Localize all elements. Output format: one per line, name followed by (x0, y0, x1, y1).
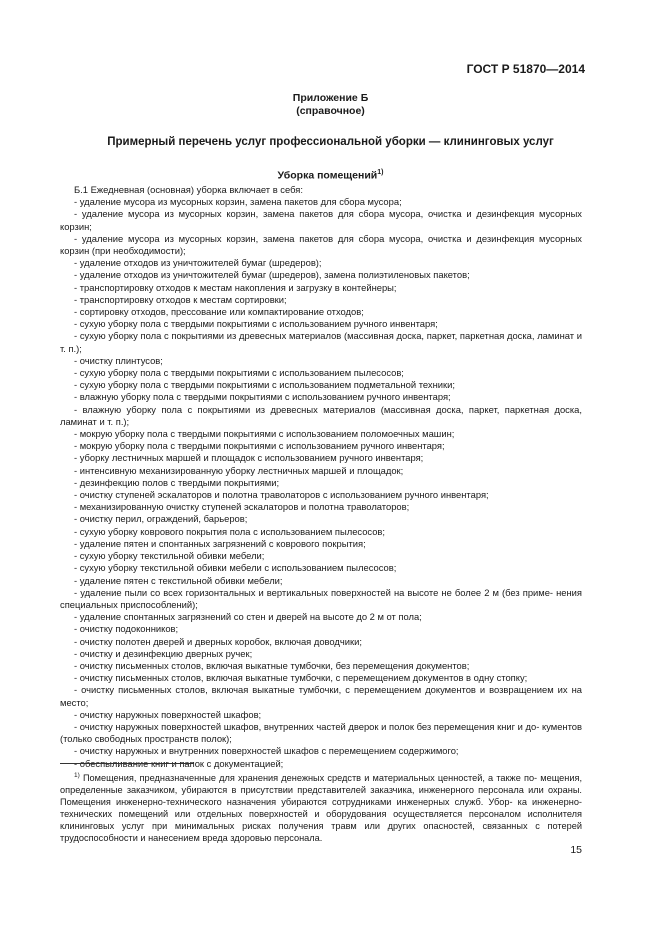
list-item: - транспортировку отходов к местам сортировки; (74, 293, 287, 305)
list-item: - сортировку отходов, прессование или компактирование отходов; (74, 306, 364, 318)
list-item: - сухую уборку пола с твердыми покрытиями с использованием пылесосов; (74, 367, 404, 379)
list-item: - очистку подоконников; (74, 623, 179, 635)
list-item: - сухую уборку текстильной обивки мебели; (74, 550, 265, 562)
list-item: - очистку наружных поверхностей шкафов; (74, 708, 262, 720)
list-item: - сухую уборку текстильной обивки мебели с использованием пылесосов; (74, 562, 397, 574)
list-item: - очистку наружных поверхностей шкафов, внутренних частей дверок и полок без перемещения книг и до- кументов (только свободных пространств полок); (60, 720, 582, 745)
list-item: - уборку лестничных маршей и площадок с использованием ручного инвентаря; (74, 452, 424, 464)
list-item: - очистку письменных столов, включая выкатные тумбочки, без перемещения документов; (74, 659, 470, 671)
list-item: - очистку письменных столов, включая выкатные тумбочки, с перемещением документов и возвращением их на место; (60, 684, 582, 708)
list-item: - удаление мусора из мусорных корзин, замена пакетов для сбора мусора, очистка и дезинфекция мусорных корзин; (60, 208, 582, 232)
list-item: - очистку наружных и внутренних поверхностей шкафов с перемещением содержимого; (74, 745, 459, 757)
list-item: - интенсивную механизированную уборку лестничных маршей и площадок; (74, 464, 404, 476)
list-item: - очистку перил, ограждений, барьеров; (74, 513, 248, 525)
document-title: Примерный перечень услуг профессиональной уборки — клининговых услуг (107, 136, 554, 148)
standard-designation: ГОСТ Р 51870—2014 (466, 62, 585, 76)
section-heading (0, 169, 661, 182)
list-item: - очистку письменных столов, включая выкатные тумбочки, с перемещением документов в одну стопку; (74, 672, 528, 684)
list-item: - удаление отходов из уничтожителей бумаг (шредеров), замена полиэтиленовых пакетов; (74, 269, 470, 281)
list-item: - очистку плинтусов; (74, 354, 163, 366)
body-text (60, 184, 582, 770)
list-item: - влажную уборку пола с твердыми покрытиями с использованием ручного инвентаря; (74, 391, 451, 403)
list-item: - удаление пыли со всех горизонтальных и вертикальных поверхностей на высоте не более 2 м (без приме- нения специальных приспособлений); (60, 586, 582, 610)
list-item: - сухую уборку пола с твердыми покрытиями с использованием подметальной техники; (74, 379, 455, 391)
list-item: - очистку ступеней эскалаторов и полотна траволаторов с использованием ручного инвентаря; (74, 489, 489, 501)
clause-heading: Б.1 Ежедневная (основная) уборка включает в себя: (74, 184, 303, 195)
list-item: - удаление мусора из мусорных корзин, замена пакетов для сбора мусора; (74, 196, 402, 208)
list-item: - механизированную очистку ступеней эскалаторов и полотна траволаторов; (74, 501, 410, 513)
list-item: - сухую уборку пола с твердыми покрытиями с использованием ручного инвентаря; (74, 318, 438, 330)
annex-type: (справочное) (296, 105, 365, 117)
list-item: - транспортировку отходов к местам накопления и загрузку в контейнеры; (74, 281, 397, 293)
list-item: - дезинфекцию полов с твердыми покрытиями; (74, 476, 280, 488)
list-item: - влажную уборку пола с покрытиями из древесных материалов (массивная доска, паркет, паркетная доска, ламинат и т. п.); (60, 403, 582, 427)
annex-heading (0, 92, 661, 118)
list-item: - мокрую уборку пола с твердыми покрытиями с использованием ручного инвентаря; (74, 440, 445, 452)
footnote-mark: 1) (74, 772, 80, 779)
page-number: 15 (570, 844, 582, 856)
footnote-reference: 1) (377, 169, 384, 176)
section-title: Уборка помещений (277, 169, 378, 182)
footnote-text: Помещения, предназначенные для хранения денежных средств и материальных ценностей, а также по- мещения, определенные заказчиком, убираются в присутствии представителей заказчика, инженерного персонала или охраны. Помещения инженерно-технического назначения убираются сотрудниками инженерных служб. Убор- ка инженерно-технических помещений или отдельных поверхностей и оборудования осуществляется персоналом исполнителя клининговых услуг при минимальных рисках получения травм или других опасностей, связанных с потерей трудоспособности и нанесением вреда здоровью персонала. (60, 773, 582, 844)
list-item: - сухую уборку пола с покрытиями из древесных материалов (массивная доска, паркет, паркетная доска, ламинат и т. п.); (60, 330, 582, 354)
footnote-separator (60, 763, 194, 764)
list-item: - мокрую уборку пола с твердыми покрытиями с использованием поломоечных машин; (74, 428, 455, 440)
list-item: - удаление спонтанных загрязнений со стен и дверей на высоте до 2 м от пола; (74, 611, 422, 623)
list-item: - сухую уборку коврового покрытия пола с использованием пылесосов; (74, 525, 386, 537)
footnote (60, 770, 582, 844)
list-item: - очистку полотен дверей и дверных коробок, включая доводчики; (74, 635, 362, 647)
list-item: - удаление мусора из мусорных корзин, замена пакетов для сбора мусора, очистка и дезинфекция мусорных корзин (при необходимости); (60, 232, 582, 257)
list-item: - удаление пятен с текстильной обивки мебели; (74, 574, 283, 586)
list-item: - очистку и дезинфекцию дверных ручек; (74, 647, 253, 659)
list-item: - обеспыливание книг и папок с документацией; (74, 757, 284, 769)
list-item: - удаление отходов из уничтожителей бумаг (шредеров); (74, 257, 322, 269)
list-item: - удаление пятен и спонтанных загрязнений с коврового покрытия; (74, 537, 366, 549)
annex-title: Приложение Б (292, 92, 369, 104)
